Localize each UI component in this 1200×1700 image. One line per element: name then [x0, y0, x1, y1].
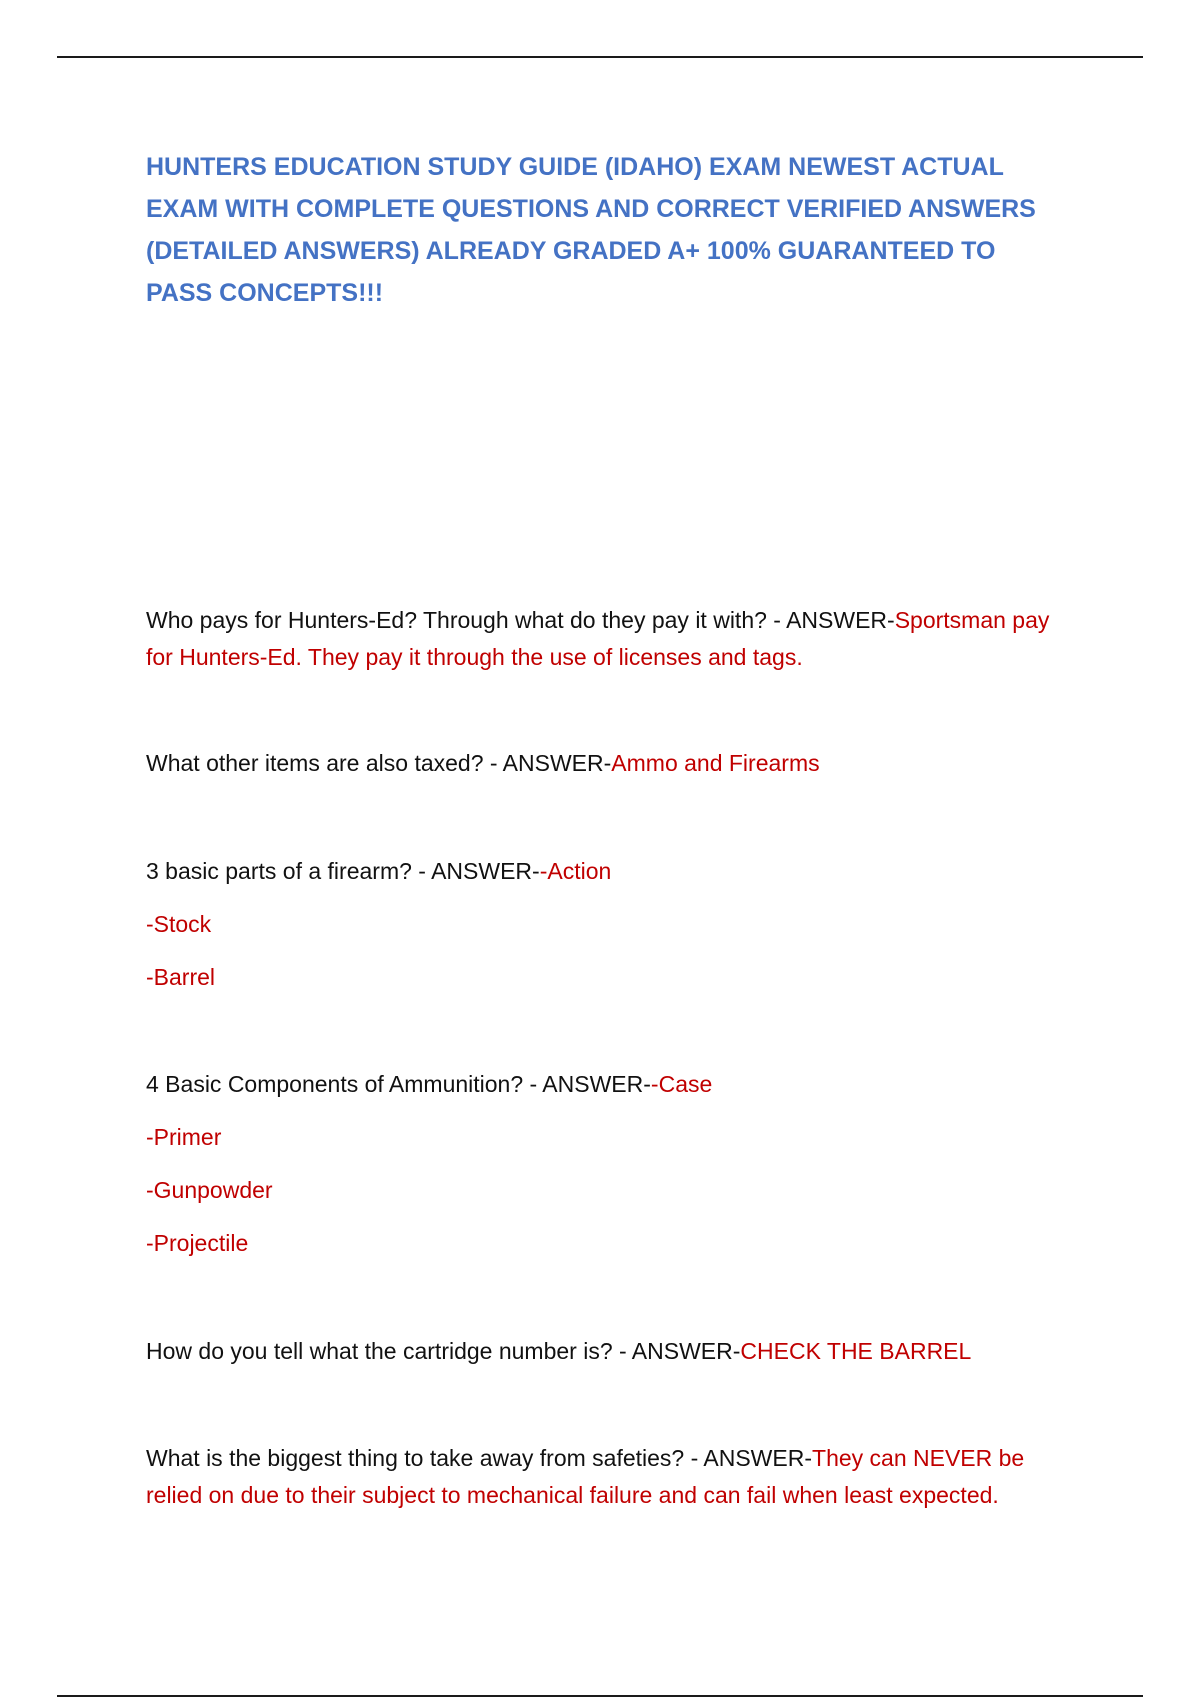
- qa-item-firearm-parts: [146, 853, 1066, 996]
- qa-item-ammo-components: [146, 1066, 1066, 1262]
- answer-text: CHECK THE BARREL: [740, 1338, 972, 1364]
- answer-text: -Case: [650, 1071, 713, 1097]
- top-rule: [57, 56, 1143, 58]
- bottom-rule: [57, 1695, 1143, 1697]
- answer-text: They can NEVER be relied on due to their subject to mechanical failure and can fail when least expected.: [146, 1445, 1025, 1508]
- qa-item-safeties: [146, 1440, 1066, 1514]
- answer-list-item: -Gunpowder: [146, 1177, 273, 1203]
- answer-text: Ammo and Firearms: [611, 750, 820, 776]
- answer-list-item: -Primer: [146, 1124, 222, 1150]
- document-title: HUNTERS EDUCATION STUDY GUIDE (IDAHO) EXAM NEWEST ACTUAL EXAM WITH COMPLETE QUESTIONS AND CORRECT VERIFIED ANSWERS (DETAILED ANSWERS) ALREADY GRADED A+ 100% GUARANTEED TO PASS CONCEPTS!!!: [146, 153, 1036, 307]
- qa-item-sportsman: [146, 602, 1066, 676]
- answer-text: -Action: [539, 858, 612, 884]
- answer-list-item: -Barrel: [146, 964, 216, 990]
- question-text: 3 basic parts of a firearm? - ANSWER-: [146, 858, 540, 884]
- answer-text: Sportsman pay for Hunters-Ed. They pay it through the use of licenses and tags.: [146, 607, 1050, 670]
- question-text: What is the biggest thing to take away from safeties? - ANSWER-: [146, 1445, 813, 1471]
- question-text: 4 Basic Components of Ammunition? - ANSWER-: [146, 1071, 651, 1097]
- answer-list-item: -Projectile: [146, 1230, 249, 1256]
- qa-item-taxed: [146, 745, 1066, 782]
- question-text: How do you tell what the cartridge number is? - ANSWER-: [146, 1338, 741, 1364]
- question-text: What other items are also taxed? - ANSWER-: [146, 750, 612, 776]
- question-text: Who pays for Hunters-Ed? Through what do they pay it with? - ANSWER-: [146, 607, 895, 633]
- answer-list-item: -Stock: [146, 911, 212, 937]
- qa-item-cartridge: [146, 1333, 1066, 1370]
